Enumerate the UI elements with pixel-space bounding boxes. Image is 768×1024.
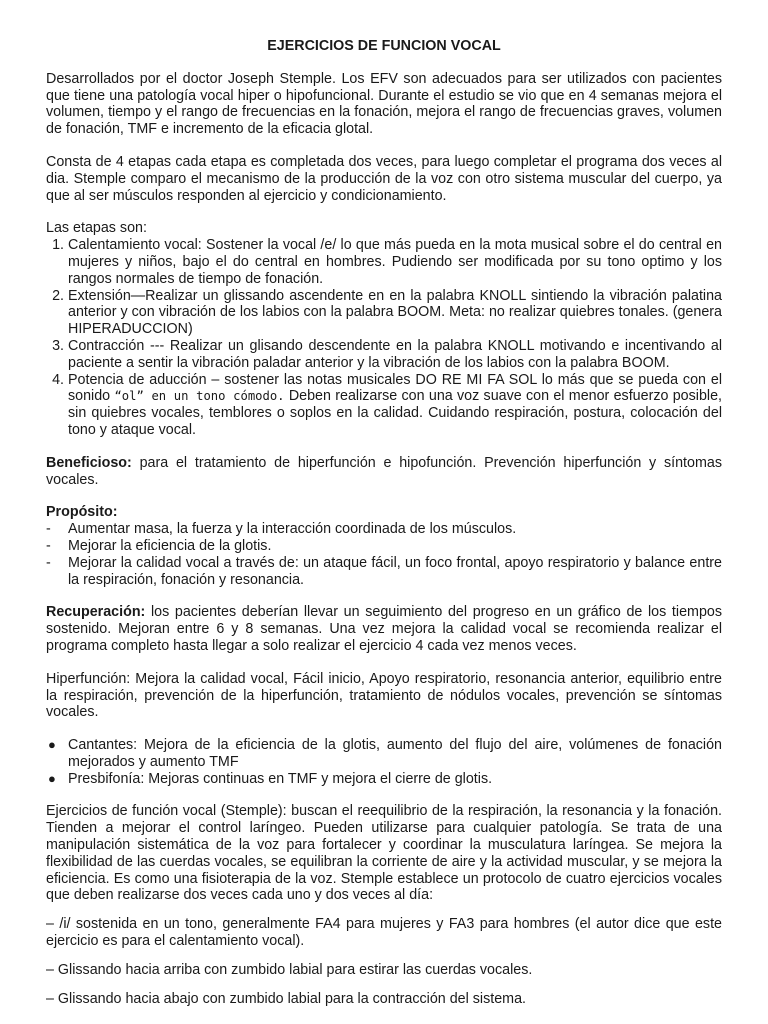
proposito-item bbox=[46, 538, 722, 555]
proposito-item-text: Mejorar la calidad vocal a través de: un ataque fácil, un foco frontal, apoyo respiratorio y balance entre la respiración, fonación y resonancia. bbox=[68, 554, 722, 588]
bullet-item-text: Presbifonía: Mejoras continuas en TMF y mejora el cierre de glotis. bbox=[68, 770, 493, 787]
recuperacion-text: los pacientes deberían llevar un seguimiento del progreso en un gráfico de los tiempos sostenido. Mejoran entre 6 y 8 semanas. Una vez mejora la calidad vocal se recomienda realizar el programa completo hasta llegar a solo realizar el ejercicio 4 cada vez menos veces. bbox=[46, 604, 722, 654]
stemple-paragraph: Ejercicios de función vocal (Stemple): buscan el reequilibrio de la respiración, la resonancia y la fonación. Tienden a mejorar el control laríngeo. Pueden utilizarse para cualquier patología. Se trata de una manipulación sistemática de la voz para fortalecer y coordinar la musculatura laríngea. Se mejora la flexibilidad de las cuerdas vocales, se equilibran la corriente de aire y la actividad muscular, y se mejora la eficiencia. Es como una fisioterapia de la voz. Stemple establece un protocolo de cuatro ejercicios vocales que deben realizarse dos veces cada uno y dos veces al día: bbox=[46, 803, 722, 904]
proposito-list bbox=[46, 521, 722, 588]
bullet-item bbox=[46, 737, 722, 771]
bullet-item-text: Cantantes: Mejora de la eficiencia de la glotis, aumento del flujo del aire, volúmenes de fonación mejorados y aumento TMF bbox=[68, 737, 722, 770]
stage-item-4 bbox=[68, 372, 722, 439]
beneficioso-text: para el tratamiento de hiperfunción e hipofunción. Prevención hiperfunción y síntomas vocales. bbox=[46, 454, 722, 488]
stage-item-1 bbox=[68, 237, 722, 287]
proposito-item-text: Aumentar masa, la fuerza y la interacción coordinada de los músculos. bbox=[68, 521, 517, 538]
stage-item-3 bbox=[68, 338, 722, 372]
bullet-icon: ● bbox=[48, 737, 56, 753]
bullet-item bbox=[46, 771, 722, 788]
stages-paragraph: Consta de 4 etapas cada etapa es completada dos veces, para luego completar el programa dos veces al dia. Stemple comparo el mecanismo de la producción de la voz con otro sistema muscular del cuerpo, ya que al ser músculos responden al ejercicio y condicionamiento. bbox=[46, 153, 722, 204]
protocol-item-3: – Glissando hacia abajo con zumbido labial para la contracción del sistema. bbox=[46, 990, 527, 1007]
stage-text-mono: “ol” en un tono cómodo. bbox=[114, 389, 285, 404]
stage-text: Extensión—Realizar un glissando ascendente en en la palabra KNOLL sintiendo la vibración palatina anterior y con vibración de los labios con la palabra BOOM. Meta: no realizar quiebres tonales. (genera HIPERADUCCION) bbox=[68, 287, 722, 338]
recuperacion-label: Recuperación: bbox=[46, 604, 146, 621]
dash-marker: - bbox=[46, 521, 51, 538]
stages-lead: Las etapas son: bbox=[46, 220, 147, 237]
stage-text-b: Deben realizarse con una voz suave con el menor esfuerzo posible, sin quiebres vocales, temblores o soplos en la calidad. Cuidando respiración, postura, colocación del tono y ataque vocal. bbox=[68, 388, 723, 438]
stage-item-2 bbox=[68, 288, 722, 338]
protocol-item-1: – /i/ sostenida en un tono, generalmente FA4 para mujeres y FA3 para hombres (el autor dice que este ejercicio es para el calentamiento vocal). bbox=[46, 916, 722, 950]
bullet-icon: ● bbox=[48, 770, 56, 786]
recuperacion-paragraph bbox=[46, 604, 722, 654]
stages-list bbox=[46, 237, 722, 439]
proposito-heading: Propósito: bbox=[46, 504, 118, 521]
document-page bbox=[46, 38, 722, 1019]
dash-marker: - bbox=[46, 537, 51, 554]
proposito-item bbox=[46, 555, 722, 589]
dash-marker: - bbox=[46, 554, 51, 571]
beneficioso-label: Beneficioso: bbox=[46, 454, 132, 471]
proposito-item bbox=[46, 521, 722, 538]
document-title: EJERCICIOS DE FUNCION VOCAL bbox=[267, 38, 501, 54]
beneficioso-paragraph bbox=[46, 455, 722, 489]
stage-text: Contracción --- Realizar un glisando descendente en la palabra KNOLL motivando e incentivando al paciente a sentir la vibración paladar anterior y la vibración de los labios con la palabra BOOM. bbox=[68, 337, 722, 371]
hiperfuncion-paragraph: Hiperfunción: Mejora la calidad vocal, Fácil inicio, Apoyo respiratorio, resonancia anterior, equilibrio entre la respiración, prevención de la hiperfunción, tratamiento de nódulos vocales, prevención se síntomas vocales. bbox=[46, 670, 722, 721]
intro-paragraph: Desarrollados por el doctor Joseph Stemple. Los EFV son adecuados para ser utilizados con pacientes que tiene una patología vocal hiper o hipofuncional. Durante el estudio se vio que en 4 semanas mejora el volumen, tiempo y el rango de frecuencias en la fonación, mejora el rango de frecuencias graves, volumen de fonación, TMF e incremento de la eficacia glotal. bbox=[46, 70, 722, 138]
proposito-item-text: Mejorar la eficiencia de la glotis. bbox=[68, 537, 272, 554]
stage-text-a: Potencia de aducción – sostener las notas musicales DO RE MI FA SOL lo más que se pueda con el sonido bbox=[68, 371, 722, 405]
stage-text: Calentamiento vocal: Sostener la vocal /e/ lo que más pueda en la mota musical sobre el do central en mujeres y niños, bajo el do central en hombres. Pudiendo ser modificada por su tono optimo y los rangos normales de tiempo de fonación. bbox=[68, 237, 722, 287]
protocol-item-2: – Glissando hacia arriba con zumbido labial para estirar las cuerdas vocales. bbox=[46, 961, 533, 978]
benefits-bullet-list bbox=[46, 737, 722, 787]
